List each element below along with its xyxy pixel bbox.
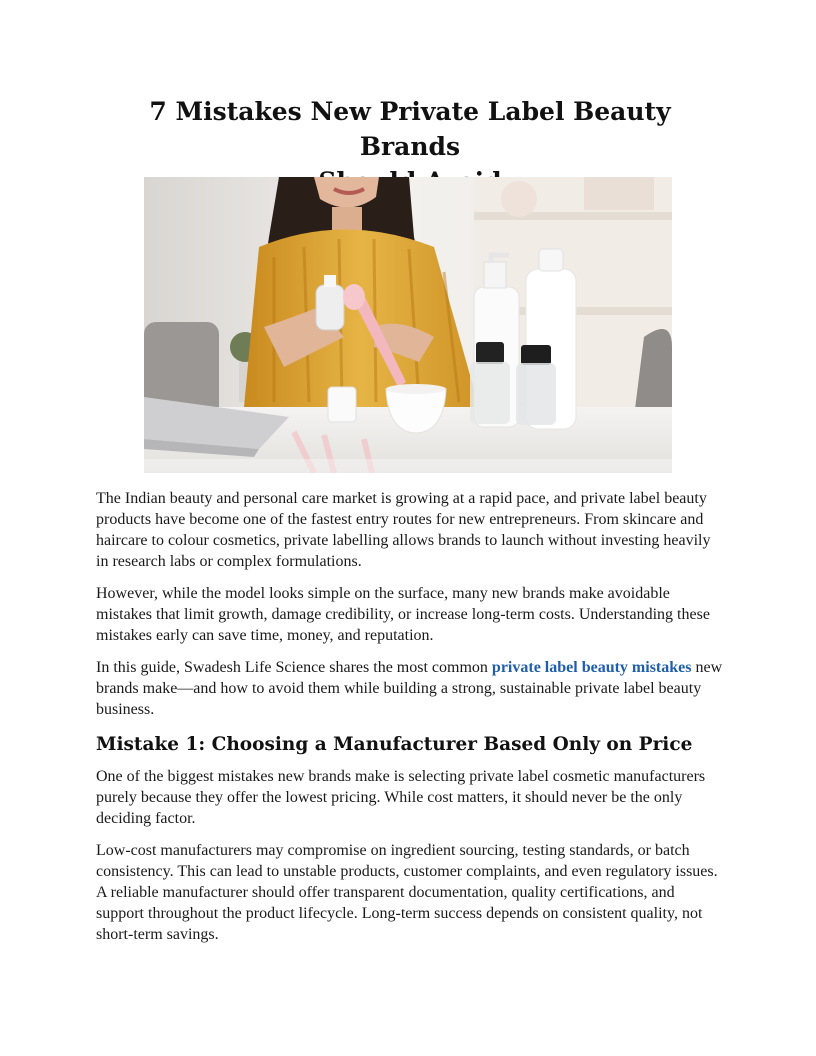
hero-photo [144,177,672,473]
paragraph-2: However, while the model looks simple on the surface, many new brands make avoidable mistakes that limit growth, damage credibility, or increase long-term costs. Understanding these mistakes early can save time, money, and reputation. [96,585,710,644]
paragraph-3 [96,657,724,720]
paragraph-3-text-before: In this guide, Swadesh Life Science shares the most common [96,659,492,676]
private-label-mistakes-link[interactable]: private label beauty mistakes [491,659,692,676]
intro-paragraph: The Indian beauty and personal care market is growing at a rapid pace, and private label beauty products have become one of the fastest entry routes for new entrepreneurs. From skincare and haircare to colour cosmetics, private labelling allows brands to launch without investing heavily in research labs or complex formulations. [96,490,711,570]
hero-illustration [144,177,672,473]
paragraph-3-text-after: new brands make—and how to avoid them while building a strong, sustainable private label beauty business. [96,659,723,718]
section-heading-mistake-1: Mistake 1: Choosing a Manufacturer Based Only on Price [96,734,693,755]
title-line-1: 7 Mistakes New Private Label Beauty Brands [149,97,671,161]
paragraph-4: One of the biggest mistakes new brands make is selecting private label cosmetic manufacturers purely because they offer the lowest pricing. While cost matters, it should never be the only deciding factor. [96,768,706,827]
paragraph-5: Low-cost manufacturers may compromise on ingredient sourcing, testing standards, or batch consistency. This can lead to unstable products, customer complaints, and even regulatory issues. A reliable manufacturer should offer transparent documentation, quality certifications, and support throughout the product lifecycle. Long-term success depends on consistent quality, not short-term savings. [96,842,718,943]
